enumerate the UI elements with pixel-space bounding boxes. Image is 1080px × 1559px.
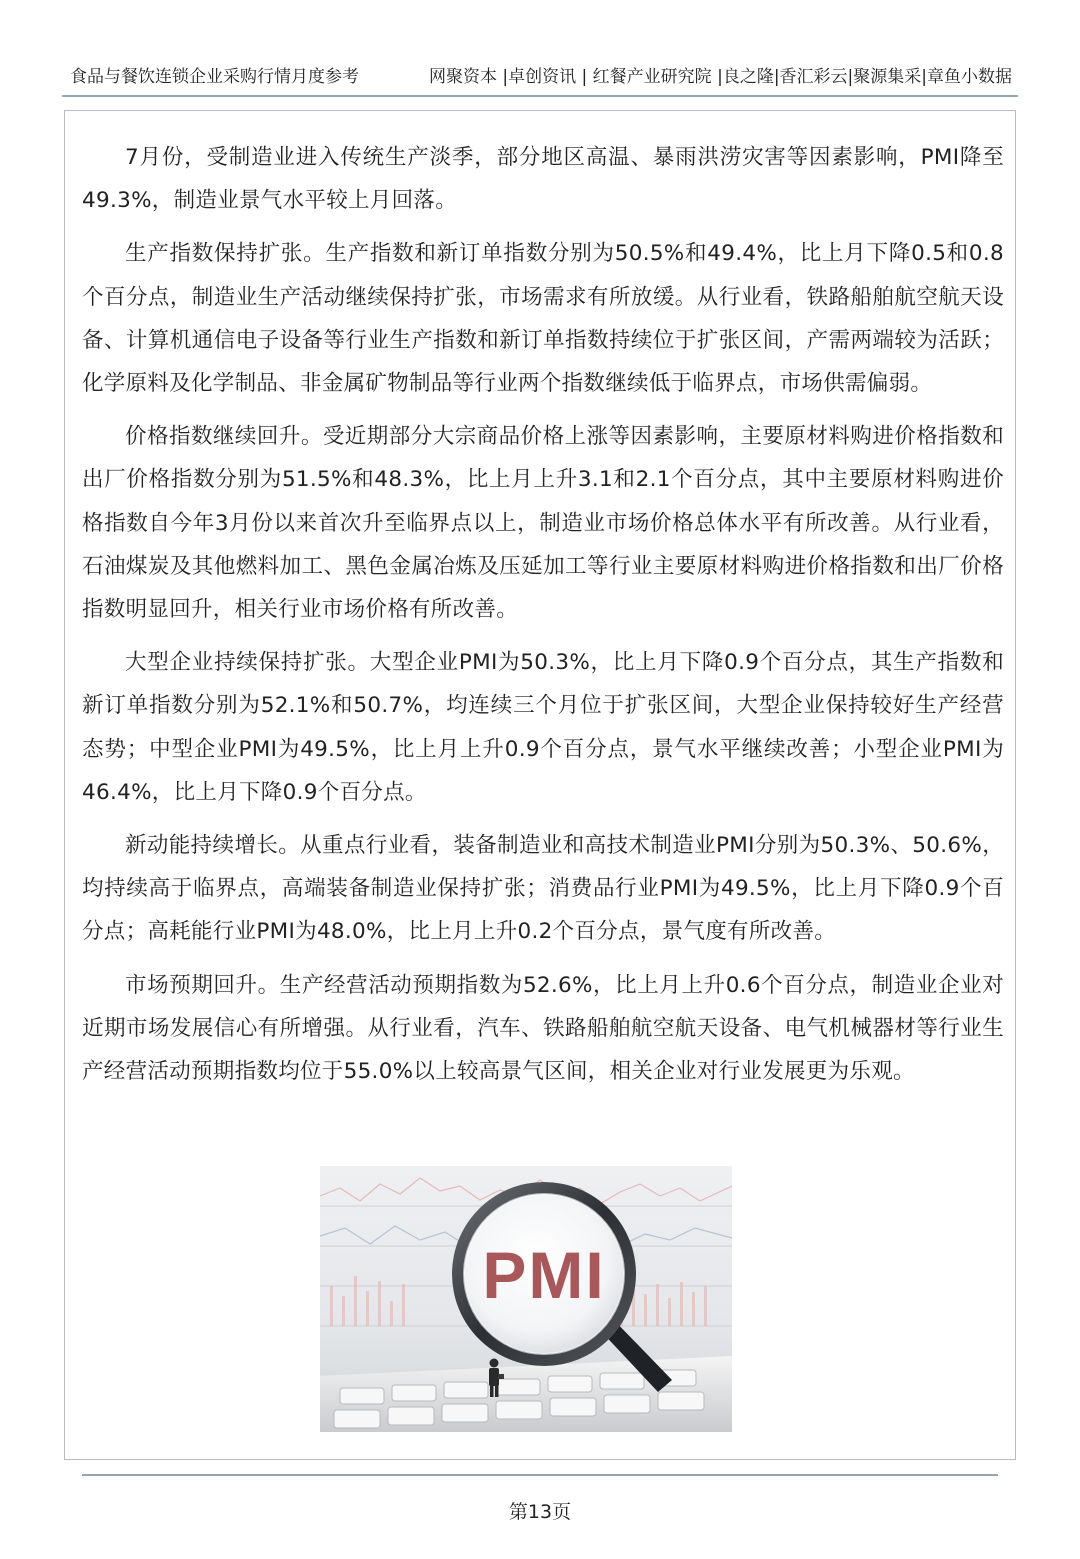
header-sources: 网聚资本 |卓创资讯 | 红餐产业研究院 |良之隆|香汇彩云|聚源集采|章鱼小数据 [429, 67, 1012, 87]
paragraph-new-momentum: 新动能持续增长。从重点行业看，装备制造业和高技术制造业PMI分别为50.3%、50.6%，均持续高于临界点，高端装备制造业保持扩张；消费品行业PMI为49.5%，比上月下降0.9个百分点；高耗能行业PMI为48.0%，比上月上升0.2个百分点，景气度有所改善。 [82, 833, 1004, 945]
page-header [62, 62, 1018, 90]
paragraph-large-enterprises: 大型企业持续保持扩张。大型企业PMI为50.3%，比上月下降0.9个百分点，其生产指数和新订单指数分别为52.1%和50.7%，均连续三个月位于扩张区间，大型企业保持较好生产经营态势；中型企业PMI为49.5%，比上月上升0.9个百分点，景气水平继续改善；小型企业PMI为46.4%，比上月下降0.9个百分点。 [82, 650, 1004, 805]
footer-divider [82, 1474, 998, 1476]
paragraph-price-index: 价格指数继续回升。受近期部分大宗商品价格上涨等因素影响，主要原材料购进价格指数和出厂价格指数分别为51.5%和48.3%，比上月上升3.1和2.1个百分点，其中主要原材料购进价格指数自今年3月份以来首次升至临界点以上，制造业市场价格总体水平有所改善。从行业看，石油煤炭及其他燃料加工、黑色金属冶炼及压延加工等行业主要原材料购进价格指数和出厂价格指数明显回升，相关行业市场价格有所改善。 [82, 424, 1004, 623]
pmi-magnifier-photo [320, 1166, 732, 1432]
paragraph-production-index: 生产指数保持扩张。生产指数和新订单指数分别为50.5%和49.4%，比上月下降0.5和0.8个百分点，制造业生产活动继续保持扩张，市场需求有所放缓。从行业看，铁路船舶航空航天设备、计算机通信电子设备等行业生产指数和新订单指数持续位于扩张区间，产需两端较为活跃；化学原料及化学制品、非金属矿物制品等行业两个指数继续低于临界点，市场供需偏弱。 [82, 241, 1004, 397]
header-report-title: 食品与餐饮连锁企业采购行情月度参考 [70, 67, 359, 87]
paragraph-market-expectation: 市场预期回升。生产经营活动预期指数为52.6%，比上月上升0.6个百分点，制造业企业对近期市场发展信心有所增强。从行业看，汽车、铁路船舶航空航天设备、电气机械器材等行业生产经营活动预期指数均位于55.0%以上较高景气区间，相关企业对行业发展更为乐观。 [82, 972, 1004, 1085]
lens-pmi-text: PMI [482, 1238, 606, 1312]
article-body [82, 136, 1004, 1103]
page-number: 第13页 [508, 1501, 572, 1523]
paragraph-pmi-overview: 7月份，受制造业进入传统生产淡季，部分地区高温、暴雨洪涝灾害等因素影响，PMI降至49.3%，制造业景气水平较上月回落。 [82, 145, 1004, 214]
header-divider [62, 95, 1018, 97]
pmi-photo-illustration [320, 1166, 732, 1432]
